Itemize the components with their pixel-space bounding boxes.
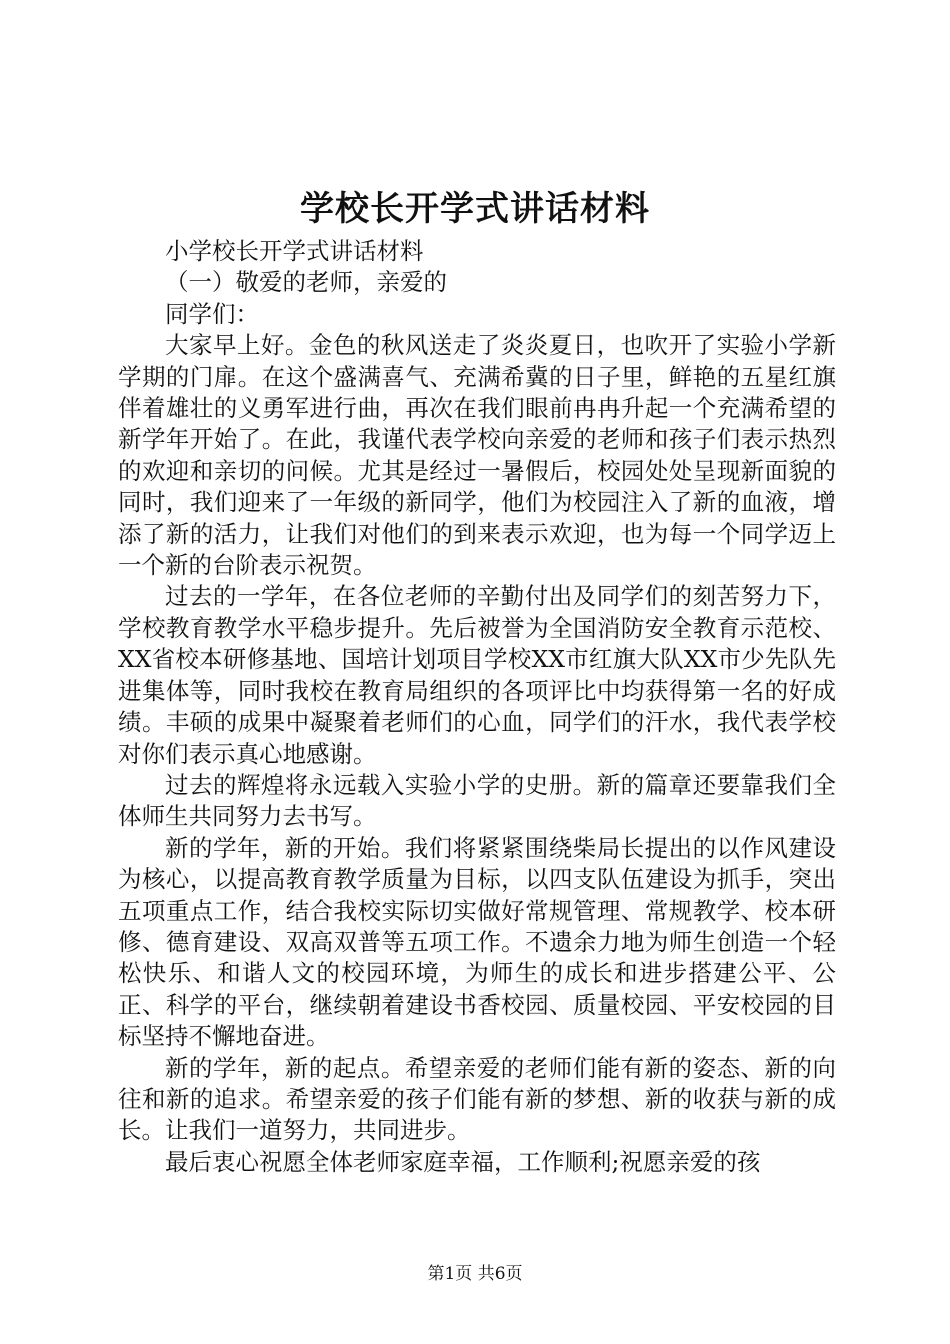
paragraph-greeting: 大家早上好。金色的秋风送走了炎炎夏日，也吹开了实验小学新学期的门扉。在这个盛满喜气、充满希冀的日子里，鲜艳的五星红旗伴着雄壮的义勇军进行曲，再次在我们眼前冉冉升起一个充满希望的新学年开始了。在此，我谨代表学校向亲爱的老师和孩子们表示热烈的欢迎和亲切的问候。尤其是经过一暑假后，校园处处呈现新面貌的同时，我们迎来了一年级的新同学，他们为校园注入了新的血液，增添了新的活力，让我们对他们的到来表示欢迎，也为每一个同学迈上一个新的台阶表示祝贺。	[118, 331, 836, 580]
paragraph-salutation-1: （一）敬爱的老师，亲爱的	[165, 268, 447, 297]
document-body	[118, 236, 836, 1178]
paragraph-history: 过去的辉煌将永远载入实验小学的史册。新的篇章还要靠我们全体师生共同努力去书写。	[118, 770, 836, 831]
paragraph-salutation-2: 同学们：	[165, 299, 259, 328]
paragraph-past-year: 过去的一学年，在各位老师的辛勤付出及同学们的刻苦努力下，学校教育教学水平稳步提升。先后被誉为全国消防安全教育示范校、XX省校本研修基地、国培计划项目学校XX市红旗大队XX市少先队先进集体等，同时我校在教育局组织的各项评比中均获得第一名的好成绩。丰硕的成果中凝聚着老师们的心血，同学们的汗水，我代表学校对你们表示真心地感谢。	[118, 582, 836, 768]
paragraph-closing: 最后衷心祝愿全体老师家庭幸福，工作顺利;祝愿亲爱的孩	[165, 1147, 761, 1176]
page-number: 第1页 共6页	[427, 1264, 523, 1284]
document-title: 学校长开学式讲话材料	[300, 189, 650, 229]
paragraph-new-start: 新的学年，新的开始。我们将紧紧围绕柴局长提出的以作风建设为核心，以提高教育教学质量为目标，以四支队伍建设为抓手，突出五项重点工作，结合我校实际切实做好常规管理、常规教学、校本研修、德育建设、双高双普等五项工作。不遗余力地为师生创造一个轻松快乐、和谐人文的校园环境，为师生的成长和进步搭建公平、公正、科学的平台，继续朝着建设书香校园、质量校园、平安校园的目标坚持不懈地奋进。	[118, 833, 836, 1051]
paragraph-new-point: 新的学年，新的起点。希望亲爱的老师们能有新的姿态、新的向往和新的追求。希望亲爱的孩子们能有新的梦想、新的收获与新的成长。让我们一道努力，共同进步。	[118, 1053, 836, 1145]
paragraph-subtitle: 小学校长开学式讲话材料	[165, 237, 424, 265]
